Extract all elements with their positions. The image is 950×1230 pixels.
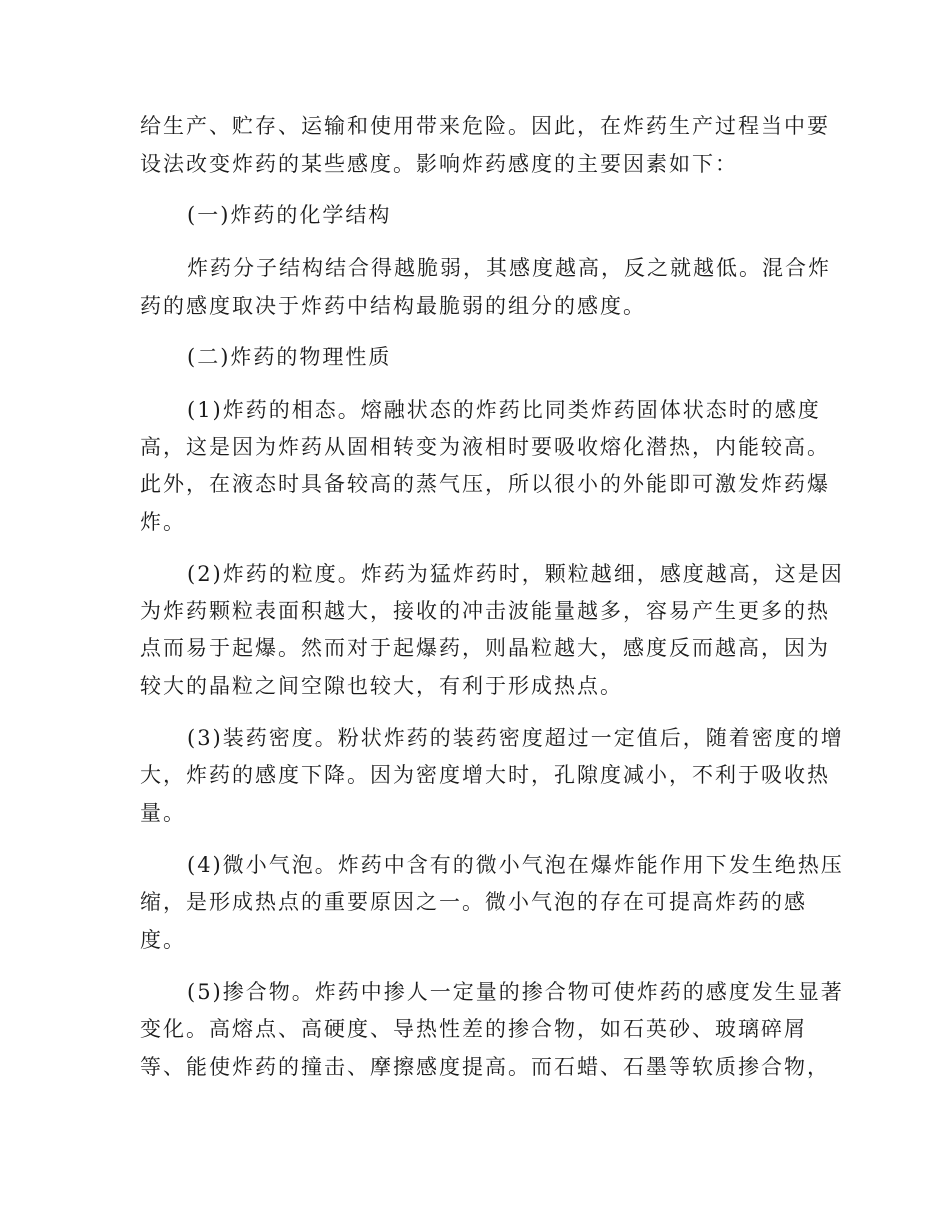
text-line: 设法改变炸药的某些感度。影响炸药感度的主要因素如下： — [140, 152, 738, 176]
text-line: 点而易于起爆。然而对于起爆药，则晶粒越大，感度反而越高，因为 — [140, 636, 830, 660]
text-line: (4)微小气泡。炸药中含有的微小气泡在爆炸能作用下发生绝热压 — [187, 853, 844, 877]
text-line: (1)炸药的相态。熔融状态的炸药比同类炸药固体状态时的感度 — [187, 398, 821, 422]
text-line: 药的感度取决于炸药中结构最脆弱的组分的感度。 — [140, 294, 646, 318]
text-line: 度。 — [140, 928, 186, 952]
text-line: (2)炸药的粒度。炸药为猛炸药时，颗粒越细，感度越高，这是因 — [187, 562, 844, 586]
text-line: (3)装药密度。粉状炸药的装药密度超过一定值后，随着密度的增 — [187, 726, 844, 750]
text-line: 大，炸药的感度下降。因为密度增大时，孔隙度减小，不利于吸收热 — [140, 763, 830, 787]
text-line: 此外，在液态时具备较高的蒸气压，所以很小的外能即可激发炸药爆 — [140, 472, 830, 496]
text-line: 炸药分子结构结合得越脆弱，其感度越高，反之就越低。混合炸 — [187, 256, 831, 280]
text-line: 给生产、贮存、运输和使用带来危险。因此，在炸药生产过程当中要 — [140, 114, 830, 138]
section-heading: (一)炸药的化学结构 — [187, 203, 392, 227]
text-line: 等、能使炸药的撞击、摩擦感度提高。而石蜡、石墨等软质掺合物， — [140, 1055, 830, 1079]
text-line: 缩，是形成热点的重要原因之一。微小气泡的存在可提高炸药的感 — [140, 890, 807, 914]
text-line: 为炸药颗粒表面积越大，接收的冲击波能量越多，容易产生更多的热 — [140, 599, 830, 623]
text-line: 变化。高熔点、高硬度、导热性差的掺合物，如石英砂、玻璃碎屑 — [140, 1017, 807, 1041]
section-heading: (二)炸药的物理性质 — [187, 345, 392, 369]
text-line: (5)掺合物。炸药中掺人一定量的掺合物可使炸药的感度发生显著 — [187, 980, 844, 1004]
text-line: 高，这是因为炸药从固相转变为液相时要吸收熔化潜热，内能较高。 — [140, 435, 830, 459]
text-line: 炸。 — [140, 510, 186, 534]
text-line: 较大的晶粒之间空隙也较大，有利于形成热点。 — [140, 674, 623, 698]
text-line: 量。 — [140, 801, 186, 825]
